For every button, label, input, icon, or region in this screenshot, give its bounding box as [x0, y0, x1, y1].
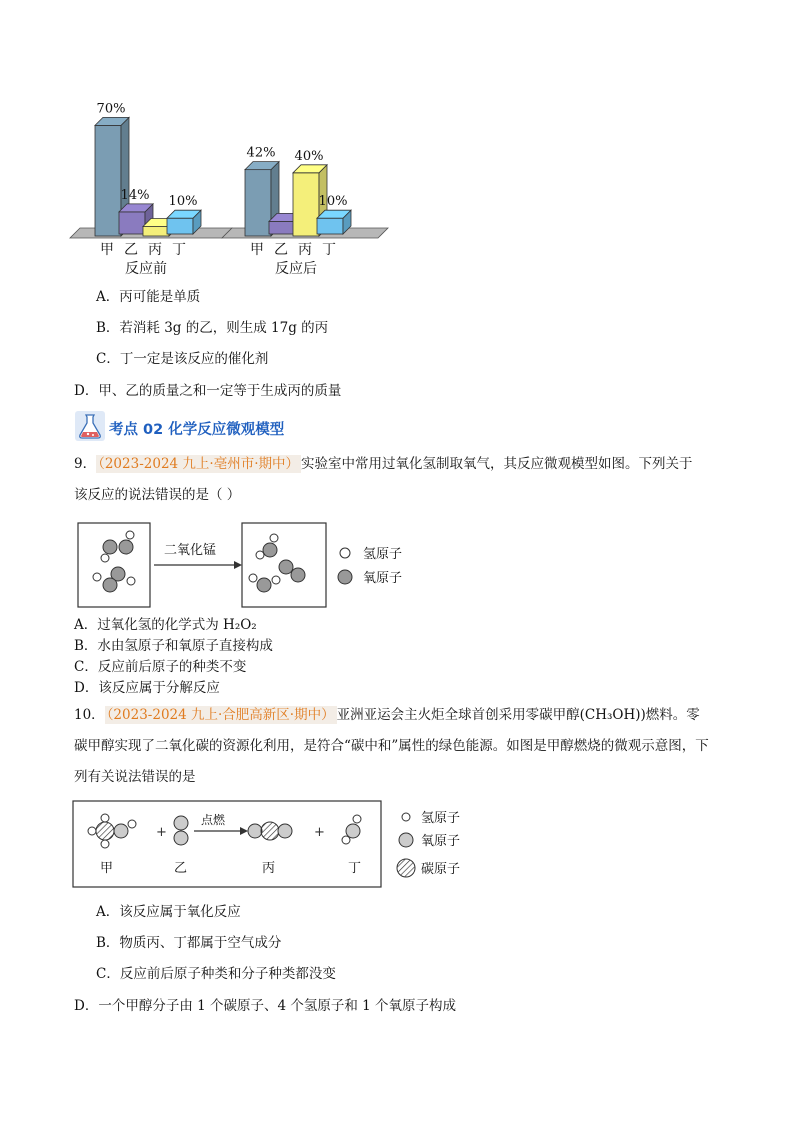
q10-legend-h: 氢原子 [421, 811, 461, 826]
q10-legend-c: 碳原子 [421, 862, 461, 877]
q10-label-jia: 甲 [100, 861, 114, 876]
q8-option-c: C．丁一定是该反应的催化剂 [96, 351, 269, 367]
category-label-甲: 甲 [100, 242, 114, 258]
q9-stem [74, 454, 693, 474]
bar-甲 [245, 170, 271, 236]
q10-plus-2: + [314, 825, 325, 840]
q9-option-b: B．水由氢原子和氧原子直接构成 [74, 638, 273, 654]
flask-icon [74, 410, 106, 442]
q9-option-a: A．过氧化氢的化学式为 H₂O₂ [74, 617, 257, 633]
chart-xlabel: 反应前 [125, 261, 167, 277]
category-label-乙: 乙 [124, 242, 138, 258]
q10-source-tag: （2023-2024 九上·合肥高新区·期中） [106, 707, 335, 723]
bar-丙 [143, 227, 169, 236]
q10-stem [74, 705, 700, 725]
q10-legend-o: 氧原子 [421, 834, 461, 849]
q9-option-d: D．该反应属于分解反应 [74, 680, 220, 696]
bar-丁 [317, 218, 343, 234]
data-label-丁: 10% [168, 194, 198, 210]
q8-option-d: D．甲、乙的质量之和一定等于生成丙的质量 [74, 383, 342, 399]
q9-legend-o: 氧原子 [363, 571, 403, 586]
q10-diagram [70, 798, 470, 890]
q10-label-yi: 乙 [174, 861, 188, 876]
chart-xlabel: 反应后 [275, 261, 317, 277]
bar-乙 [119, 212, 145, 234]
category-label-乙: 乙 [274, 242, 288, 258]
category-label-丁: 丁 [172, 242, 186, 258]
q10-option-d: D．一个甲醇分子由 1 个碳原子、4 个氢原子和 1 个氧原子构成 [74, 998, 457, 1014]
q10-option-b: B．物质丙、丁都属于空气成分 [96, 935, 282, 951]
bar-charts [0, 0, 794, 290]
category-label-丙: 丙 [298, 242, 312, 258]
category-label-甲: 甲 [250, 242, 264, 258]
q10-condition: 点燃 [201, 813, 226, 827]
q8-option-b: B．若消耗 3g 的乙，则生成 17g 的丙 [96, 320, 329, 336]
q10-number: 10． [74, 707, 105, 723]
q9-diagram [70, 515, 450, 615]
category-label-丙: 丙 [148, 242, 162, 258]
q9-source-tag: （2023-2024 九上·亳州市·期中） [98, 456, 299, 472]
q10-label-ding: 丁 [348, 861, 362, 876]
q10-plus-1: + [156, 825, 167, 840]
data-label-甲: 70% [96, 101, 126, 117]
q9-stem-line1: 实验室中常用过氧化氢制取氧气，其反应微观模型如图。下列关于 [301, 456, 693, 472]
q10-label-bing: 丙 [262, 861, 276, 876]
bar-甲 [95, 125, 121, 236]
q9-number: 9． [74, 456, 97, 472]
data-label-丁: 10% [318, 194, 348, 210]
q10-stem-line2: 碳甲醇实现了二氧化碳的资源化利用，是符合“碳中和”属性的绿色能源。如图是甲醇燃烧的微观示意图，下 [74, 738, 709, 754]
chart-before [70, 101, 232, 277]
category-label-丁: 丁 [322, 242, 336, 258]
q10-option-a: A．该反应属于氧化反应 [96, 904, 241, 920]
q9-condition: 二氧化锰 [164, 543, 217, 558]
bar-丁 [167, 218, 193, 234]
q9-stem-line2: 该反应的说法错误的是（ ） [74, 487, 241, 503]
data-label-乙: 14% [120, 187, 150, 203]
data-label-甲: 42% [246, 145, 276, 161]
data-label-丙: 40% [294, 148, 324, 164]
q10-option-c: C．反应前后原子种类和分子种类都没变 [96, 966, 336, 982]
q10-stem-line3: 列有关说法错误的是 [74, 769, 196, 785]
q9-legend-h: 氢原子 [363, 547, 403, 562]
bar-乙 [269, 221, 295, 234]
chart-after [222, 146, 388, 277]
q9-option-c: C．反应前后原子的种类不变 [74, 659, 247, 675]
q8-option-a: A．丙可能是单质 [96, 289, 201, 305]
section-title: 考点 02 化学反应微观模型 [109, 422, 285, 438]
bar-丙 [293, 173, 319, 236]
q10-stem-line1: 亚洲亚运会主火炬全球首创采用零碳甲醇(CH₃OH))燃料。零 [336, 707, 700, 723]
